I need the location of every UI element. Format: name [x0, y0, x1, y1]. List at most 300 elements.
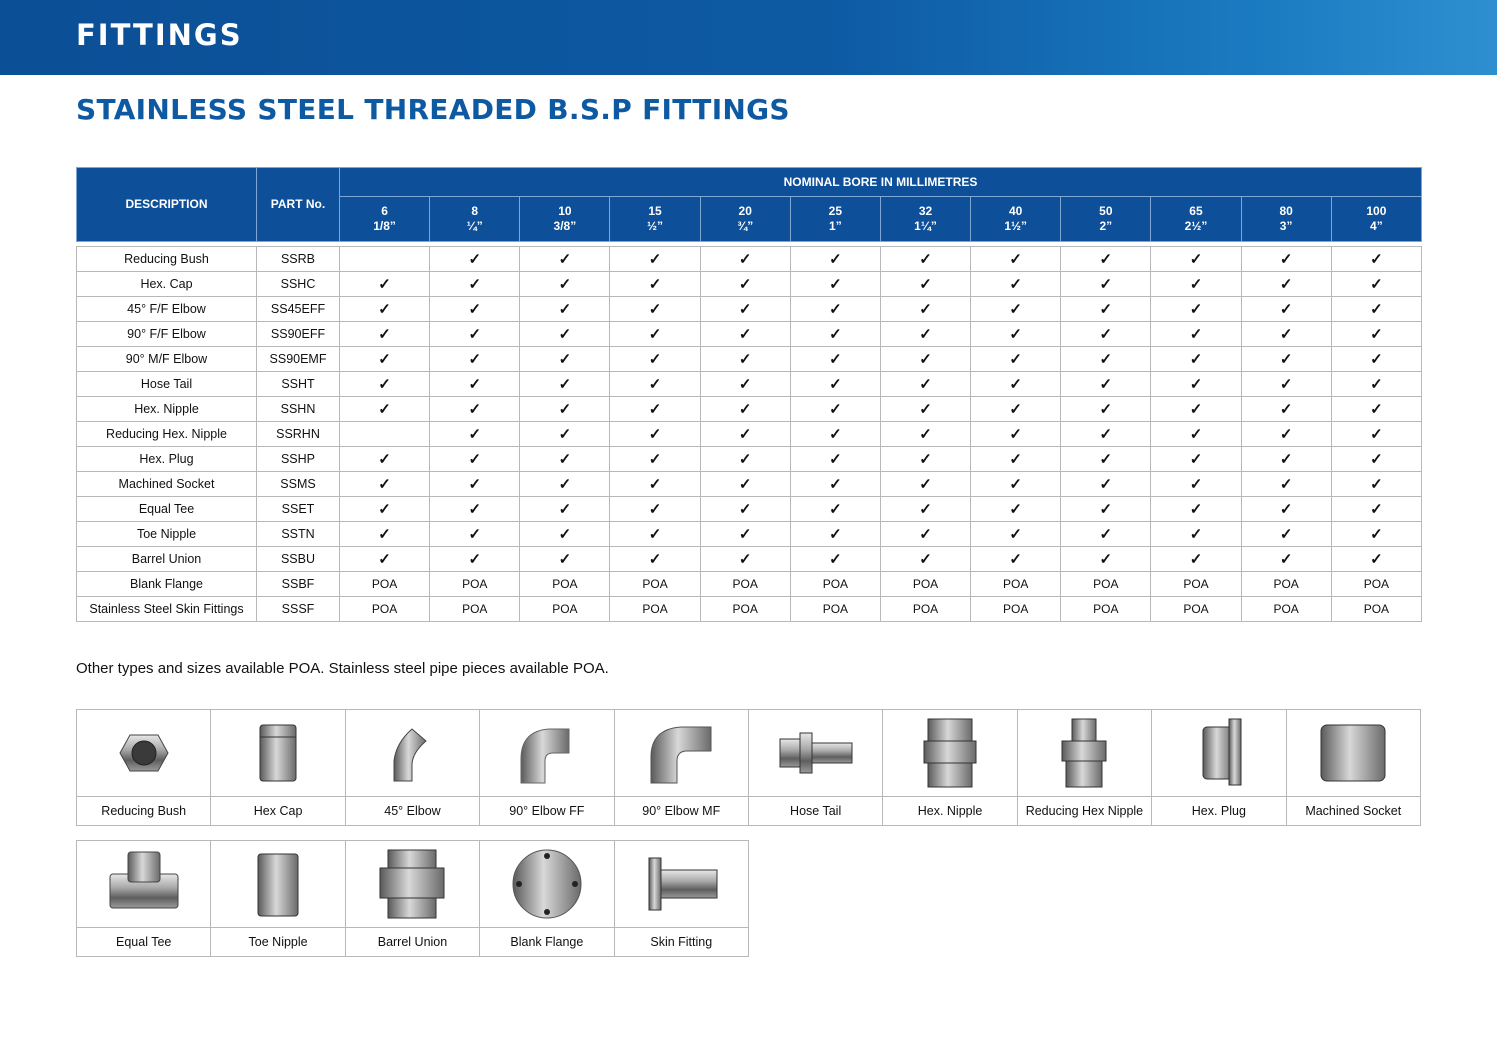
row-part-no: SSBF — [257, 572, 340, 597]
availability-check-cell: ✓ — [610, 272, 700, 297]
size-mm: 20 — [738, 204, 752, 218]
barrel-union-icon — [372, 844, 452, 924]
availability-check-cell: ✓ — [700, 372, 790, 397]
availability-check-cell: ✓ — [971, 547, 1061, 572]
poa-cell: POA — [880, 597, 970, 622]
table-row — [77, 572, 1422, 597]
size-inch: ¼” — [466, 219, 483, 233]
fitting-caption: Hex Cap — [211, 797, 345, 826]
header-banner — [0, 0, 1497, 75]
availability-check-cell: ✓ — [520, 247, 610, 272]
availability-check-cell: ✓ — [610, 322, 700, 347]
availability-check-cell: ✓ — [340, 397, 430, 422]
poa-cell: POA — [1331, 572, 1421, 597]
availability-check-cell: ✓ — [880, 422, 970, 447]
poa-cell: POA — [971, 597, 1061, 622]
availability-check-cell: ✓ — [1061, 472, 1151, 497]
availability-check-cell: ✓ — [430, 347, 520, 372]
availability-check-cell: ✓ — [790, 347, 880, 372]
availability-check-cell: ✓ — [610, 497, 700, 522]
size-header-10 — [520, 197, 610, 242]
availability-check-cell: ✓ — [971, 497, 1061, 522]
availability-check-cell: ✓ — [880, 397, 970, 422]
availability-check-cell: ✓ — [971, 247, 1061, 272]
fitting-caption: Barrel Union — [345, 928, 479, 957]
size-mm: 50 — [1099, 204, 1113, 218]
availability-check-cell: ✓ — [1331, 472, 1421, 497]
availability-check-cell: ✓ — [790, 247, 880, 272]
availability-check-cell: ✓ — [520, 347, 610, 372]
size-header-25 — [790, 197, 880, 242]
size-inch: 1½” — [1004, 219, 1028, 233]
fitting-caption: Hose Tail — [748, 797, 882, 826]
availability-check-cell: ✓ — [790, 522, 880, 547]
availability-check-cell: ✓ — [880, 472, 970, 497]
availability-check-cell: ✓ — [880, 297, 970, 322]
row-part-no: SSET — [257, 497, 340, 522]
availability-check-cell: ✓ — [520, 497, 610, 522]
size-inch: ¾” — [737, 219, 754, 233]
size-inch: ½” — [647, 219, 664, 233]
availability-check-cell: ✓ — [1241, 472, 1331, 497]
row-description: Hex. Nipple — [77, 397, 257, 422]
availability-check-cell: ✓ — [880, 347, 970, 372]
size-inch: 4” — [1370, 219, 1383, 233]
availability-check-cell: ✓ — [790, 422, 880, 447]
availability-check-cell: ✓ — [1331, 497, 1421, 522]
availability-check-cell: ✓ — [1331, 372, 1421, 397]
poa-cell: POA — [1151, 572, 1241, 597]
fitting-photo — [748, 710, 882, 797]
fitting-photo — [1017, 710, 1151, 797]
skin-fitting-icon — [641, 844, 721, 924]
poa-cell: POA — [790, 597, 880, 622]
availability-check-cell: ✓ — [430, 272, 520, 297]
reducing-hex-nipple-icon — [1044, 713, 1124, 793]
availability-check-cell: ✓ — [1151, 497, 1241, 522]
availability-check-cell: ✓ — [1151, 397, 1241, 422]
availability-check-cell: ✓ — [1151, 422, 1241, 447]
fitting-photo — [345, 841, 479, 928]
availability-check-cell: ✓ — [700, 322, 790, 347]
availability-check-cell: ✓ — [610, 422, 700, 447]
poa-cell: POA — [1061, 572, 1151, 597]
row-description: Stainless Steel Skin Fittings — [77, 597, 257, 622]
poa-cell: POA — [700, 572, 790, 597]
availability-check-cell: ✓ — [340, 547, 430, 572]
fitting-caption: 45° Elbow — [345, 797, 479, 826]
availability-check-cell: ✓ — [790, 322, 880, 347]
row-part-no: SSHT — [257, 372, 340, 397]
fitting-photo — [77, 841, 211, 928]
row-part-no: SSSF — [257, 597, 340, 622]
availability-check-cell: ✓ — [520, 472, 610, 497]
availability-check-cell: ✓ — [520, 372, 610, 397]
availability-check-cell: ✓ — [1241, 322, 1331, 347]
availability-check-cell: ✓ — [340, 447, 430, 472]
availability-check-cell: ✓ — [1241, 447, 1331, 472]
availability-check-cell: ✓ — [1061, 372, 1151, 397]
fitting-caption: Equal Tee — [77, 928, 211, 957]
availability-check-cell: ✓ — [700, 422, 790, 447]
poa-cell: POA — [610, 572, 700, 597]
size-mm: 80 — [1279, 204, 1293, 218]
header-nominal-bore: NOMINAL BORE IN MILLIMETRES — [340, 168, 1422, 197]
availability-check-cell: ✓ — [1331, 247, 1421, 272]
fitting-photo — [211, 710, 345, 797]
availability-check-cell: ✓ — [430, 397, 520, 422]
availability-check-cell: ✓ — [1151, 372, 1241, 397]
availability-check-cell: ✓ — [700, 397, 790, 422]
table-row — [77, 397, 1422, 422]
table-row — [77, 472, 1422, 497]
table-row — [77, 597, 1422, 622]
reducing-bush-icon — [104, 713, 184, 793]
availability-check-cell: ✓ — [520, 422, 610, 447]
toe-nipple-icon — [238, 844, 318, 924]
availability-check-cell: ✓ — [971, 347, 1061, 372]
availability-check-cell: ✓ — [1241, 422, 1331, 447]
row-description: Reducing Hex. Nipple — [77, 422, 257, 447]
availability-check-cell: ✓ — [1151, 522, 1241, 547]
fitting-caption: 90° Elbow MF — [614, 797, 748, 826]
table-body — [77, 247, 1422, 622]
availability-check-cell: ✓ — [700, 522, 790, 547]
availability-check-cell: ✓ — [520, 547, 610, 572]
fitting-photo — [614, 710, 748, 797]
availability-check-cell: ✓ — [520, 397, 610, 422]
row-description: Hose Tail — [77, 372, 257, 397]
availability-check-cell: ✓ — [1061, 247, 1151, 272]
row-part-no: SS90EFF — [257, 322, 340, 347]
availability-check-cell: ✓ — [610, 472, 700, 497]
poa-cell: POA — [700, 597, 790, 622]
availability-check-cell: ✓ — [1151, 547, 1241, 572]
size-inch: 3/8” — [553, 219, 577, 233]
elbow-90-mf-icon — [641, 713, 721, 793]
size-header-20 — [700, 197, 790, 242]
fitting-photo — [345, 710, 479, 797]
table-row — [77, 547, 1422, 572]
fitting-caption: Skin Fitting — [614, 928, 748, 957]
availability-check-cell: ✓ — [610, 522, 700, 547]
size-header-6 — [340, 197, 430, 242]
availability-check-cell: ✓ — [1061, 497, 1151, 522]
row-description: Toe Nipple — [77, 522, 257, 547]
availability-check-cell: ✓ — [1061, 422, 1151, 447]
size-mm: 100 — [1366, 204, 1387, 218]
size-inch: 1” — [829, 219, 842, 233]
fittings-table — [76, 167, 1422, 622]
availability-check-cell: ✓ — [1331, 422, 1421, 447]
table-row — [77, 422, 1422, 447]
size-mm: 15 — [648, 204, 662, 218]
fitting-caption: Hex. Plug — [1152, 797, 1286, 826]
availability-check-cell: ✓ — [1331, 272, 1421, 297]
row-part-no: SS90EMF — [257, 347, 340, 372]
size-inch: 3” — [1279, 219, 1293, 233]
availability-check-cell: ✓ — [1151, 247, 1241, 272]
poa-cell: POA — [1241, 597, 1331, 622]
availability-check-cell: ✓ — [1151, 322, 1241, 347]
availability-check-cell: ✓ — [1061, 547, 1151, 572]
availability-check-cell: ✓ — [430, 297, 520, 322]
poa-cell: POA — [1331, 597, 1421, 622]
table-row — [77, 272, 1422, 297]
availability-check-cell: ✓ — [971, 322, 1061, 347]
availability-check-cell: ✓ — [1331, 447, 1421, 472]
blank-flange-icon — [507, 844, 587, 924]
availability-check-cell: ✓ — [1061, 522, 1151, 547]
hose-tail-icon — [776, 713, 856, 793]
row-description: Reducing Bush — [77, 247, 257, 272]
availability-check-cell: ✓ — [790, 547, 880, 572]
availability-check-cell: ✓ — [700, 472, 790, 497]
gallery-row-2 — [76, 840, 749, 957]
fitting-photo — [614, 841, 748, 928]
row-part-no: SSBU — [257, 547, 340, 572]
availability-check-cell: ✓ — [430, 472, 520, 497]
availability-check-cell: ✓ — [520, 272, 610, 297]
availability-check-cell: ✓ — [1331, 547, 1421, 572]
availability-check-cell: ✓ — [700, 447, 790, 472]
availability-check-cell: ✓ — [610, 372, 700, 397]
poa-cell: POA — [1151, 597, 1241, 622]
availability-check-cell: ✓ — [1241, 272, 1331, 297]
banner-title: FITTINGS — [76, 18, 243, 52]
table-row — [77, 297, 1422, 322]
availability-check-cell: ✓ — [971, 372, 1061, 397]
fitting-photo — [480, 841, 614, 928]
availability-check-cell: ✓ — [430, 447, 520, 472]
availability-check-cell: ✓ — [971, 422, 1061, 447]
availability-check-cell: ✓ — [790, 472, 880, 497]
row-part-no: SSHN — [257, 397, 340, 422]
fitting-photo — [77, 710, 211, 797]
availability-check-cell: ✓ — [1241, 397, 1331, 422]
availability-check-cell: ✓ — [971, 397, 1061, 422]
empty-cell — [340, 247, 430, 272]
availability-check-cell: ✓ — [610, 447, 700, 472]
hex-plug-icon — [1179, 713, 1259, 793]
availability-check-cell: ✓ — [520, 297, 610, 322]
availability-check-cell: ✓ — [430, 522, 520, 547]
poa-cell: POA — [790, 572, 880, 597]
availability-check-cell: ✓ — [880, 447, 970, 472]
availability-check-cell: ✓ — [880, 497, 970, 522]
availability-check-cell: ✓ — [880, 247, 970, 272]
size-header-40 — [971, 197, 1061, 242]
poa-cell: POA — [880, 572, 970, 597]
availability-check-cell: ✓ — [430, 247, 520, 272]
availability-check-cell: ✓ — [880, 522, 970, 547]
fitting-caption: Reducing Hex Nipple — [1017, 797, 1151, 826]
row-part-no: SSRB — [257, 247, 340, 272]
poa-cell: POA — [340, 572, 430, 597]
availability-check-cell: ✓ — [340, 272, 430, 297]
size-inch: 2½” — [1184, 219, 1208, 233]
availability-check-cell: ✓ — [1331, 347, 1421, 372]
header-part-no: PART No. — [257, 168, 340, 242]
availability-check-cell: ✓ — [340, 497, 430, 522]
poa-cell: POA — [520, 572, 610, 597]
row-description: 90° M/F Elbow — [77, 347, 257, 372]
availability-check-cell: ✓ — [700, 272, 790, 297]
machined-socket-icon — [1313, 713, 1393, 793]
availability-check-cell: ✓ — [700, 247, 790, 272]
poa-cell: POA — [610, 597, 700, 622]
size-mm: 40 — [1008, 204, 1023, 218]
availability-check-cell: ✓ — [880, 272, 970, 297]
availability-check-cell: ✓ — [880, 547, 970, 572]
poa-cell: POA — [430, 572, 520, 597]
size-mm: 32 — [918, 204, 933, 218]
row-part-no: SSMS — [257, 472, 340, 497]
availability-check-cell: ✓ — [971, 522, 1061, 547]
availability-check-cell: ✓ — [1331, 297, 1421, 322]
row-description: 90° F/F Elbow — [77, 322, 257, 347]
availability-check-cell: ✓ — [790, 372, 880, 397]
size-header-80 — [1241, 197, 1331, 242]
availability-check-cell: ✓ — [790, 397, 880, 422]
size-header-50 — [1061, 197, 1151, 242]
availability-check-cell: ✓ — [971, 472, 1061, 497]
fitting-photo — [883, 710, 1017, 797]
row-description: Machined Socket — [77, 472, 257, 497]
availability-check-cell: ✓ — [1241, 522, 1331, 547]
poa-cell: POA — [340, 597, 430, 622]
availability-check-cell: ✓ — [610, 247, 700, 272]
availability-check-cell: ✓ — [610, 547, 700, 572]
availability-check-cell: ✓ — [610, 397, 700, 422]
fitting-caption: Blank Flange — [480, 928, 614, 957]
table-row — [77, 447, 1422, 472]
hex-nipple-icon — [910, 713, 990, 793]
availability-check-cell: ✓ — [430, 547, 520, 572]
availability-check-cell: ✓ — [520, 322, 610, 347]
row-description: Blank Flange — [77, 572, 257, 597]
availability-check-cell: ✓ — [880, 322, 970, 347]
availability-check-cell: ✓ — [790, 447, 880, 472]
size-mm: 25 — [828, 204, 843, 218]
size-inch: 1¼” — [914, 219, 937, 233]
row-description: 45° F/F Elbow — [77, 297, 257, 322]
size-header-15 — [610, 197, 700, 242]
table-row — [77, 372, 1422, 397]
availability-check-cell: ✓ — [430, 322, 520, 347]
gallery-row-1 — [76, 709, 1421, 826]
row-part-no: SS45EFF — [257, 297, 340, 322]
poa-cell: POA — [971, 572, 1061, 597]
availability-check-cell: ✓ — [430, 422, 520, 447]
availability-check-cell: ✓ — [520, 522, 610, 547]
poa-cell: POA — [1241, 572, 1331, 597]
hex-cap-icon — [238, 713, 318, 793]
availability-check-cell: ✓ — [1061, 272, 1151, 297]
table-row — [77, 247, 1422, 272]
size-mm: 8 — [471, 204, 479, 218]
availability-check-cell: ✓ — [1241, 497, 1331, 522]
poa-cell: POA — [520, 597, 610, 622]
availability-check-cell: ✓ — [1241, 297, 1331, 322]
availability-check-cell: ✓ — [700, 547, 790, 572]
header-description: DESCRIPTION — [77, 168, 257, 242]
availability-check-cell: ✓ — [1061, 397, 1151, 422]
size-header-8 — [430, 197, 520, 242]
availability-check-cell: ✓ — [340, 322, 430, 347]
size-inch: 1/8” — [373, 219, 396, 233]
availability-check-cell: ✓ — [790, 497, 880, 522]
elbow-45-icon — [372, 713, 452, 793]
fitting-caption: Reducing Bush — [77, 797, 211, 826]
availability-check-cell: ✓ — [1151, 472, 1241, 497]
availability-check-cell: ✓ — [790, 297, 880, 322]
availability-check-cell: ✓ — [1331, 522, 1421, 547]
availability-check-cell: ✓ — [971, 297, 1061, 322]
fitting-photo — [1152, 710, 1286, 797]
availability-note: Other types and sizes available POA. Stainless steel pipe pieces available POA. — [76, 660, 609, 677]
availability-check-cell: ✓ — [610, 347, 700, 372]
fitting-caption: 90° Elbow FF — [480, 797, 614, 826]
row-part-no: SSHP — [257, 447, 340, 472]
availability-check-cell: ✓ — [971, 272, 1061, 297]
size-mm: 65 — [1189, 204, 1203, 218]
availability-check-cell: ✓ — [1061, 322, 1151, 347]
row-description: Hex. Cap — [77, 272, 257, 297]
availability-check-cell: ✓ — [340, 297, 430, 322]
row-description: Equal Tee — [77, 497, 257, 522]
availability-check-cell: ✓ — [700, 347, 790, 372]
availability-check-cell: ✓ — [1061, 297, 1151, 322]
availability-check-cell: ✓ — [1061, 447, 1151, 472]
table-row — [77, 322, 1422, 347]
availability-check-cell: ✓ — [790, 272, 880, 297]
availability-check-cell: ✓ — [1061, 347, 1151, 372]
availability-check-cell: ✓ — [430, 497, 520, 522]
size-mm: 6 — [381, 204, 388, 218]
size-inch: 2” — [1099, 219, 1113, 233]
fitting-photo — [211, 841, 345, 928]
availability-check-cell: ✓ — [610, 297, 700, 322]
availability-check-cell: ✓ — [1151, 447, 1241, 472]
poa-cell: POA — [1061, 597, 1151, 622]
size-header-65 — [1151, 197, 1241, 242]
size-header-100 — [1331, 197, 1421, 242]
fitting-photo — [1286, 710, 1420, 797]
availability-check-cell: ✓ — [340, 522, 430, 547]
empty-cell — [340, 422, 430, 447]
availability-check-cell: ✓ — [1241, 247, 1331, 272]
availability-check-cell: ✓ — [1151, 272, 1241, 297]
availability-check-cell: ✓ — [340, 347, 430, 372]
row-part-no: SSRHN — [257, 422, 340, 447]
fitting-caption: Machined Socket — [1286, 797, 1420, 826]
row-description: Barrel Union — [77, 547, 257, 572]
table-row — [77, 347, 1422, 372]
row-part-no: SSHC — [257, 272, 340, 297]
availability-check-cell: ✓ — [340, 472, 430, 497]
fitting-caption: Hex. Nipple — [883, 797, 1017, 826]
availability-check-cell: ✓ — [520, 447, 610, 472]
size-mm: 10 — [558, 204, 572, 218]
availability-check-cell: ✓ — [971, 447, 1061, 472]
availability-check-cell: ✓ — [1331, 322, 1421, 347]
page-title: STAINLESS STEEL THREADED B.S.P FITTINGS — [76, 93, 790, 126]
availability-check-cell: ✓ — [700, 297, 790, 322]
availability-check-cell: ✓ — [1241, 347, 1331, 372]
table-row — [77, 522, 1422, 547]
elbow-90-ff-icon — [507, 713, 587, 793]
